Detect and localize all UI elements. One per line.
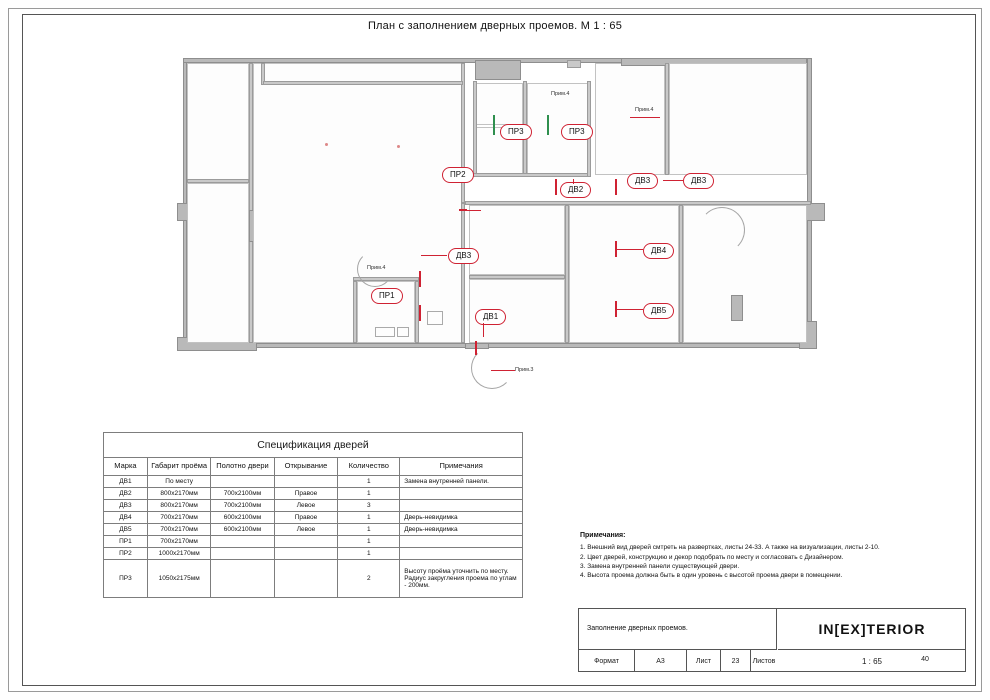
plan-dot-b [397, 145, 400, 148]
spec-cell-leaf [211, 547, 274, 559]
spec-col-leaf: Полотно двери [211, 458, 274, 476]
logo-text: IN[EX]TERIOR [818, 621, 926, 637]
spec-cell-qty: 1 [338, 475, 400, 487]
room-left-upper [187, 63, 249, 181]
spec-cell-leaf: 700х2100мм [211, 487, 274, 499]
notes-title: Примечания: [580, 532, 626, 539]
leader-dv1 [483, 323, 484, 337]
wall-lower-a-left [353, 281, 357, 343]
spec-cell-swing [274, 535, 338, 547]
room-mid-a [469, 205, 565, 275]
spec-col-opening: Габарит проёма [147, 458, 211, 476]
spec-cell-mark: ДВ3 [104, 499, 148, 511]
sheet-label: Лист [687, 650, 721, 672]
scale-value: 1 : 65 [778, 649, 966, 672]
spec-cell-swing [274, 559, 338, 597]
wall-hall-top-inner [263, 81, 463, 85]
label-pr3-b[interactable]: ПР3 [561, 124, 593, 140]
spec-cell-qty: 1 [338, 511, 400, 523]
spec-cell-notes [400, 535, 523, 547]
label-pr1[interactable]: ПР1 [371, 288, 403, 304]
mark-dv2 [555, 179, 557, 195]
spec-cell-mark: ДВ4 [104, 511, 148, 523]
spec-cell-opening: 700х2170мм [147, 535, 211, 547]
note-item: 4. Высота проема должна быть в один уровень с высотой проема двери в помещении. [580, 572, 843, 580]
wall-mid-ab [469, 275, 565, 279]
plan-dot-a [325, 143, 328, 146]
table-row [104, 511, 523, 523]
door-swing-entry [471, 347, 513, 389]
wall-top-small [567, 60, 581, 68]
wall-hall-right-lower [461, 203, 465, 343]
room-left-lower [187, 183, 249, 343]
format-value: А3 [635, 650, 687, 672]
spec-cell-opening: 700х2170мм [147, 511, 211, 523]
wall-right-divider [665, 63, 669, 175]
spec-cell-leaf [211, 535, 274, 547]
title-block-row [579, 649, 777, 672]
note-prim4-right: Прим.4 [635, 107, 654, 113]
spec-cell-mark: ДВ5 [104, 523, 148, 535]
label-pr2[interactable]: ПР2 [442, 167, 474, 183]
floor-plan [175, 55, 855, 375]
note-item: 2. Цвет дверей, конструкцию и декор подобрать по месту и согласовать с Дизайнером. [580, 553, 844, 561]
spec-cell-qty: 1 [338, 547, 400, 559]
label-dv1[interactable]: ДВ1 [475, 309, 506, 325]
table-row [104, 547, 523, 559]
spec-cell-leaf [211, 559, 274, 597]
room-right-top [595, 63, 665, 175]
spec-cell-swing: Правое [274, 487, 338, 499]
mark-dv1 [475, 341, 477, 355]
spec-cell-opening: 800х2170мм [147, 487, 211, 499]
wall-bath-bottom [473, 173, 591, 177]
spec-cell-notes: Высоту проёма уточнить по месту. Радиус закругления проема по углам - 200мм. [400, 559, 523, 597]
spec-cell-notes [400, 487, 523, 499]
spec-cell-notes: Дверь-невидимка [400, 511, 523, 523]
spec-caption: Спецификация дверей [103, 432, 523, 457]
spec-cell-opening: 1050х2175мм [147, 559, 211, 597]
spec-cell-opening: 1000х2170мм [147, 547, 211, 559]
table-row [104, 559, 523, 597]
room-right-top2 [669, 63, 807, 175]
leader-dv4 [617, 249, 643, 250]
spec-cell-swing: Левое [274, 499, 338, 511]
mark-pr1 [419, 305, 421, 321]
sheet-value: 23 [721, 650, 751, 672]
spec-cell-leaf: 600х2100мм [211, 523, 274, 535]
note-prim4-left: Прим.4 [367, 265, 386, 271]
spec-cell-notes: Замена внутренней панели. [400, 475, 523, 487]
note-item: 1. Внешний вид дверей смтреть на развертках, листы 24-33. А также на визуализации, листы 2-10. [580, 544, 880, 552]
company-logo [778, 609, 966, 649]
mark-pr3-b [547, 115, 549, 135]
spec-cell-leaf [211, 475, 274, 487]
fixture-a [375, 327, 395, 337]
spec-cell-qty: 3 [338, 499, 400, 511]
spec-cell-notes [400, 499, 523, 511]
spec-header-row [104, 458, 523, 476]
fixture-c [427, 311, 443, 325]
page-title: План с заполнением дверных проемов. М 1 : 65 [367, 20, 623, 32]
mark-dv3-mid [615, 179, 617, 195]
wall-right-jamb [731, 295, 743, 321]
room-mid-c [569, 205, 679, 343]
leader-dv3c [663, 180, 683, 181]
spec-cell-qty: 1 [338, 523, 400, 535]
leader-prim4-right [630, 117, 660, 118]
spec-cell-leaf: 700х2100мм [211, 499, 274, 511]
note-item: 3. Замена внутренней панели существующей двери. [580, 562, 740, 570]
leader-pr2 [467, 210, 481, 211]
table-row [104, 523, 523, 535]
label-dv3-c[interactable]: ДВ3 [683, 173, 714, 189]
spec-cell-opening: По месту [147, 475, 211, 487]
leader-dv2 [573, 179, 574, 184]
label-dv4[interactable]: ДВ4 [643, 243, 674, 259]
spec-cell-notes: Дверь-невидимка [400, 523, 523, 535]
spec-cell-swing: Левое [274, 523, 338, 535]
spec-col-notes: Примечания [400, 458, 523, 476]
table-row [104, 475, 523, 487]
wall-bath-left [473, 81, 477, 177]
spec-cell-mark: ПР2 [104, 547, 148, 559]
spec-cell-opening: 800х2170мм [147, 499, 211, 511]
table-row [104, 535, 523, 547]
door-swing-right-big [699, 207, 745, 253]
label-dv3-b[interactable]: ДВ3 [627, 173, 658, 189]
drawing-name: Заполнение дверных проемов. [579, 609, 777, 649]
spec-cell-qty: 2 [338, 559, 400, 597]
table-row [104, 499, 523, 511]
label-dv3-a[interactable]: ДВ3 [448, 248, 479, 264]
spec-cell-leaf: 600х2100мм [211, 511, 274, 523]
mark-pr2 [459, 209, 467, 211]
table-row [104, 487, 523, 499]
spec-cell-mark: ДВ2 [104, 487, 148, 499]
format-label: Формат [579, 650, 635, 672]
room-bath-upper [475, 83, 523, 125]
spec-cell-notes [400, 547, 523, 559]
sheets-value: 40 [921, 656, 929, 663]
spec-col-mark: Марка [104, 458, 148, 476]
door-specification-table [103, 432, 523, 598]
label-dv5[interactable]: ДВ5 [643, 303, 674, 319]
spec-cell-mark: ДВ1 [104, 475, 148, 487]
leader-dv3a [421, 255, 447, 256]
spec-cell-opening: 700х2170мм [147, 523, 211, 535]
spec-cell-swing [274, 547, 338, 559]
spec-cell-swing: Правое [274, 511, 338, 523]
wall-top-niche [475, 60, 521, 80]
spec-cell-qty: 1 [338, 487, 400, 499]
spec-cell-mark: ПР1 [104, 535, 148, 547]
spec-cell-swing [274, 475, 338, 487]
spec-cell-mark: ПР3 [104, 559, 148, 597]
label-pr3-a[interactable]: ПР3 [500, 124, 532, 140]
mark-dv3-left [419, 271, 421, 287]
label-dv2[interactable]: ДВ2 [560, 182, 591, 198]
notes-block [580, 531, 965, 581]
note-prim4-top: Прим.4 [551, 91, 570, 97]
fixture-b [397, 327, 409, 337]
spec-col-qty: Количество [338, 458, 400, 476]
wall-left-divider [187, 179, 249, 183]
spec-cell-qty: 1 [338, 535, 400, 547]
spec-col-swing: Открывание [274, 458, 338, 476]
leader-prim3 [491, 370, 515, 371]
note-prim3: Прим.3 [515, 367, 534, 373]
sheets-label: Листов [752, 657, 776, 665]
mark-pr3-a [493, 115, 495, 135]
leader-dv5 [617, 309, 643, 310]
